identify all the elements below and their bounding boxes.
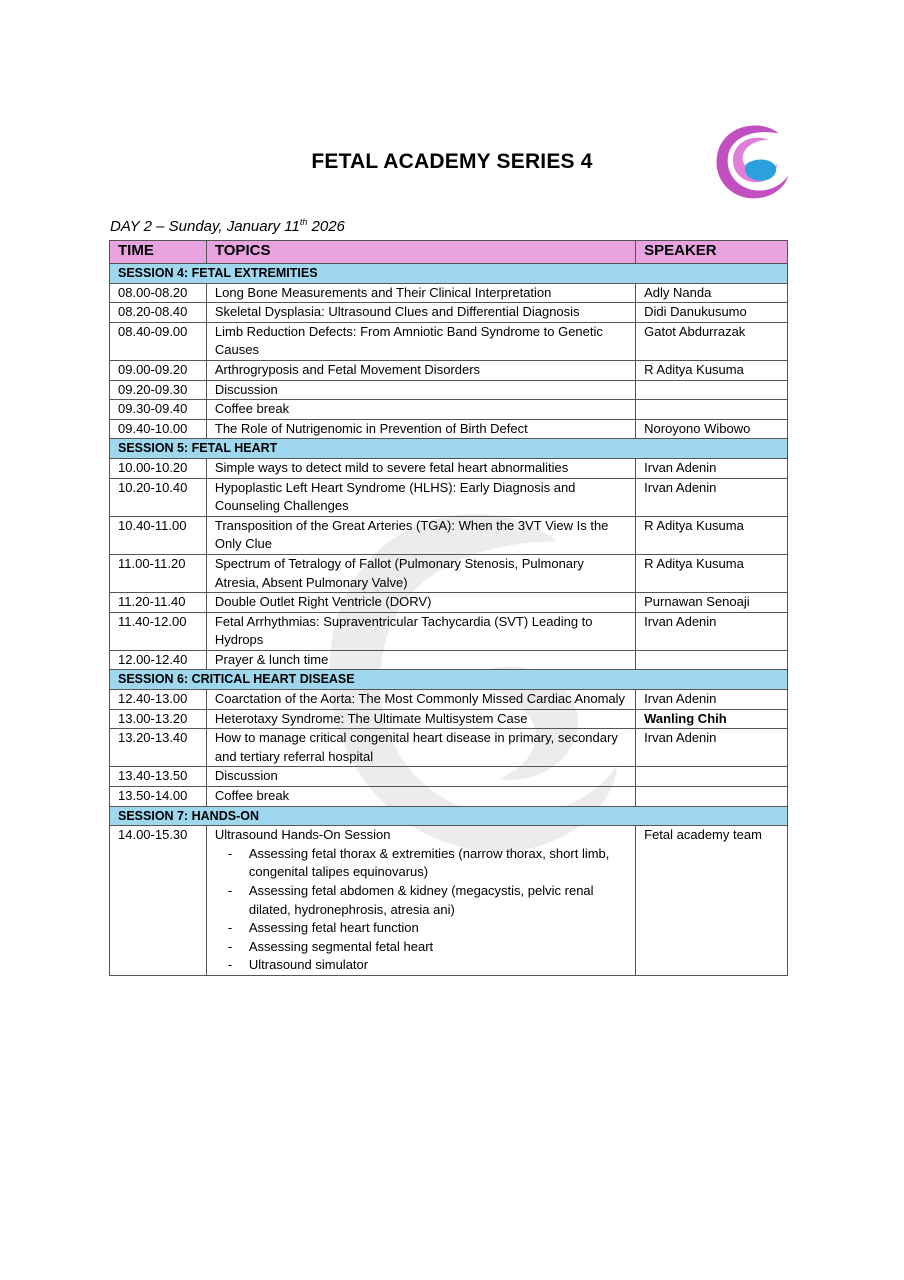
- list-item: - Assessing fetal thorax & extremities (narrow thorax, short limb, congenital talipes equinovarus): [249, 845, 627, 882]
- speaker-cell: [636, 767, 788, 787]
- table-row: [110, 826, 788, 976]
- table-row: [110, 458, 788, 478]
- time-cell: 09.40-10.00: [110, 419, 207, 439]
- topic-cell: Simple ways to detect mild to severe fetal heart abnormalities: [206, 458, 635, 478]
- time-cell: 11.20-11.40: [110, 593, 207, 613]
- page-title: FETAL ACADEMY SERIES 4: [311, 150, 593, 173]
- speaker-cell: [636, 380, 788, 400]
- day-heading: DAY 2 – Sunday, January 11th 2026: [110, 217, 345, 235]
- time-cell: 11.40-12.00: [110, 612, 207, 650]
- time-cell: 09.00-09.20: [110, 360, 207, 380]
- session-row: [110, 264, 788, 284]
- table-row: [110, 787, 788, 807]
- session-title: SESSION 6: CRITICAL HEART DISEASE: [110, 670, 788, 690]
- table-row: [110, 516, 788, 554]
- topic-cell: Transposition of the Great Arteries (TGA): When the 3VT View Is the Only Clue: [206, 516, 635, 554]
- list-item: - Assessing fetal heart function: [249, 919, 627, 938]
- table-row: [110, 419, 788, 439]
- header-topics: TOPICS: [206, 241, 635, 264]
- time-cell: 10.00-10.20: [110, 458, 207, 478]
- topic-cell: Heterotaxy Syndrome: The Ultimate Multisystem Case: [206, 709, 635, 729]
- speaker-cell: Irvan Adenin: [636, 729, 788, 767]
- time-cell: 09.20-09.30: [110, 380, 207, 400]
- session-title: SESSION 4: FETAL EXTREMITIES: [110, 264, 788, 284]
- table-row: [110, 650, 788, 670]
- topic-cell: Coffee break: [206, 400, 635, 420]
- session-row: [110, 806, 788, 826]
- time-cell: 08.40-09.00: [110, 322, 207, 360]
- speaker-cell: Noroyono Wibowo: [636, 419, 788, 439]
- time-cell: 08.20-08.40: [110, 303, 207, 323]
- table-row: [110, 554, 788, 592]
- session-row: [110, 670, 788, 690]
- session-row: [110, 439, 788, 459]
- speaker-cell: Gatot Abdurrazak: [636, 322, 788, 360]
- speaker-cell: Didi Danukusumo: [636, 303, 788, 323]
- time-cell: 14.00-15.30: [110, 826, 207, 976]
- time-cell: 12.00-12.40: [110, 650, 207, 670]
- time-cell: 11.00-11.20: [110, 554, 207, 592]
- speaker-cell: Irvan Adenin: [636, 458, 788, 478]
- table-row: [110, 612, 788, 650]
- time-cell: 08.00-08.20: [110, 283, 207, 303]
- list-item: - Assessing segmental fetal heart: [249, 938, 627, 957]
- schedule-table: [109, 240, 788, 976]
- session-title: SESSION 5: FETAL HEART: [110, 439, 788, 459]
- speaker-cell: Irvan Adenin: [636, 478, 788, 516]
- topic-cell: The Role of Nutrigenomic in Prevention of Birth Defect: [206, 419, 635, 439]
- topic-cell: Long Bone Measurements and Their Clinical Interpretation: [206, 283, 635, 303]
- time-cell: 13.00-13.20: [110, 709, 207, 729]
- speaker-cell: [636, 400, 788, 420]
- table-row: [110, 729, 788, 767]
- header-time: TIME: [110, 241, 207, 264]
- speaker-cell: R Aditya Kusuma: [636, 554, 788, 592]
- list-item: - Ultrasound simulator: [249, 956, 627, 975]
- time-cell: 13.50-14.00: [110, 787, 207, 807]
- header-speaker: SPEAKER: [636, 241, 788, 264]
- topic-cell: Fetal Arrhythmias: Supraventricular Tachycardia (SVT) Leading to Hydrops: [206, 612, 635, 650]
- list-item: - Assessing fetal abdomen & kidney (megacystis, pelvic renal dilated, hydronephrosis, atresia ani): [249, 882, 627, 919]
- topic-cell: Hypoplastic Left Heart Syndrome (HLHS): Early Diagnosis and Counseling Challenges: [206, 478, 635, 516]
- table-row: [110, 283, 788, 303]
- speaker-cell: [636, 787, 788, 807]
- speaker-cell: Irvan Adenin: [636, 690, 788, 710]
- table-row: [110, 593, 788, 613]
- speaker-cell: Irvan Adenin: [636, 612, 788, 650]
- topic-cell: Skeletal Dysplasia: Ultrasound Clues and Differential Diagnosis: [206, 303, 635, 323]
- time-cell: 10.20-10.40: [110, 478, 207, 516]
- table-row: [110, 360, 788, 380]
- table-row: [110, 767, 788, 787]
- time-cell: 13.40-13.50: [110, 767, 207, 787]
- topic-cell: Prayer & lunch time: [206, 650, 635, 670]
- table-row: [110, 478, 788, 516]
- topic-cell: Spectrum of Tetralogy of Fallot (Pulmonary Stenosis, Pulmonary Atresia, Absent Pulmonary Valve): [206, 554, 635, 592]
- table-row: [110, 400, 788, 420]
- speaker-cell: Wanling Chih: [636, 709, 788, 729]
- speaker-cell: [636, 650, 788, 670]
- topic-cell: How to manage critical congenital heart disease in primary, secondary and tertiary referral hospital: [206, 729, 635, 767]
- topic-cell: Double Outlet Right Ventricle (DORV): [206, 593, 635, 613]
- speaker-cell: Fetal academy team: [636, 826, 788, 976]
- hands-on-list: [215, 845, 627, 975]
- table-header-row: [110, 241, 788, 264]
- session-title: SESSION 7: HANDS-ON: [110, 806, 788, 826]
- table-row: [110, 709, 788, 729]
- table-row: [110, 303, 788, 323]
- time-cell: 12.40-13.00: [110, 690, 207, 710]
- topic-text: Ultrasound Hands-On Session: [214, 827, 391, 843]
- speaker-cell: R Aditya Kusuma: [636, 516, 788, 554]
- topic-cell: Coarctation of the Aorta: The Most Commonly Missed Cardiac Anomaly: [206, 690, 635, 710]
- topic-cell: Discussion: [206, 380, 635, 400]
- time-cell: 13.20-13.40: [110, 729, 207, 767]
- speaker-cell: R Aditya Kusuma: [636, 360, 788, 380]
- table-row: [110, 322, 788, 360]
- topic-cell: [206, 826, 635, 976]
- topic-cell: Discussion: [206, 767, 635, 787]
- table-row: [110, 380, 788, 400]
- topic-cell: Limb Reduction Defects: From Amniotic Band Syndrome to Genetic Causes: [206, 322, 635, 360]
- table-row: [110, 690, 788, 710]
- speaker-cell: Purnawan Senoaji: [636, 593, 788, 613]
- time-cell: 10.40-11.00: [110, 516, 207, 554]
- topic-cell: Coffee break: [206, 787, 635, 807]
- topic-cell: Arthrogryposis and Fetal Movement Disorders: [206, 360, 635, 380]
- speaker-cell: Adly Nanda: [636, 283, 788, 303]
- time-cell: 09.30-09.40: [110, 400, 207, 420]
